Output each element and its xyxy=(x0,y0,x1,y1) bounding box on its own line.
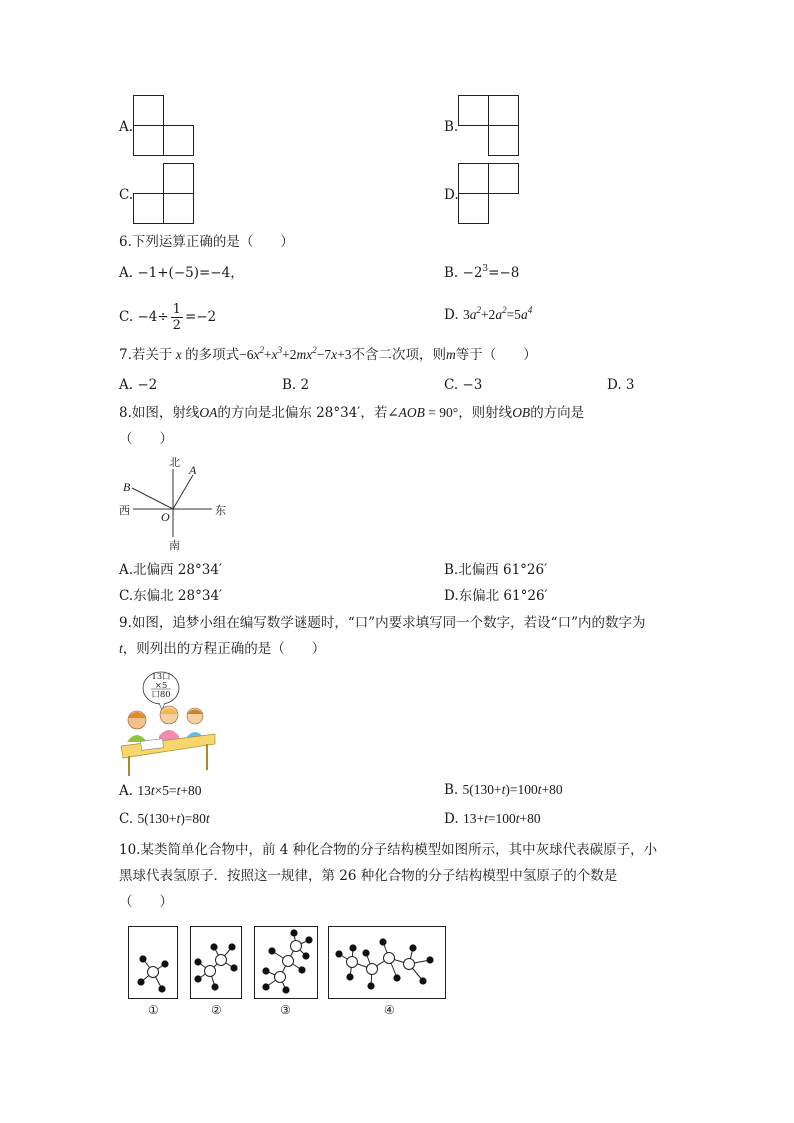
q10-line1: 10.某类简单化合物中，前 4 种化合物的分子结构模型如图所示，其中灰球代表碳原子，小 xyxy=(119,842,658,858)
q6-a-label: A. xyxy=(119,265,134,281)
q9-bubble-line2: ×5 xyxy=(154,681,168,691)
q9-c-label: C. xyxy=(119,811,134,827)
q8-stem-a: 8.如图，射线 xyxy=(119,405,200,421)
q10-paren: （ ） xyxy=(119,894,173,910)
q10-molecule-3 xyxy=(254,926,318,999)
q7-mid: 的多项式 xyxy=(185,347,240,363)
q8-ray-ob: OB xyxy=(512,405,531,420)
q5-option-a-label: A. xyxy=(119,119,134,135)
q6-d-expr: $3a^2+2a^2=5a^4$ xyxy=(462,305,533,322)
q8-label-west: 西 xyxy=(119,504,130,517)
q9-bubble-line3: 口80 xyxy=(151,690,171,700)
q8-stem xyxy=(119,404,584,422)
q7-option-a: A. −2 xyxy=(119,377,158,393)
q9-line1: 9.如图，追梦小组在编写数学谜题时，“口”内要求填写同一个数字，若设“口”内的数字为 xyxy=(119,615,646,631)
q5-option-b-label: B. xyxy=(444,119,459,135)
q8-label-south: 南 xyxy=(169,539,180,552)
q8-stem-c: ，则射线 xyxy=(458,405,513,421)
q8-option-a: A.北偏西 28°34′ xyxy=(119,562,223,578)
q5-figure-b xyxy=(458,95,522,157)
q7-var-x: x xyxy=(172,347,186,362)
q7-prefix: 7.若关于 xyxy=(119,347,173,363)
q10-caption-1: ① xyxy=(148,1003,159,1017)
q5-figure-a xyxy=(133,95,197,157)
q9-bubble-text xyxy=(146,673,176,700)
q7-option-d: D. 3 xyxy=(607,377,635,393)
q6-option-c xyxy=(119,300,216,334)
q8-ray-oa: OA xyxy=(199,405,218,420)
q7-option-b: B. 2 xyxy=(282,377,310,393)
q9-a-label: A. xyxy=(119,783,134,799)
q7-option-c: C. −3 xyxy=(444,377,483,393)
q9-b-label: B. xyxy=(444,782,459,798)
q8-label-o: O xyxy=(161,510,170,524)
q10-molecule-4 xyxy=(328,926,446,999)
q5-figure-d xyxy=(458,163,522,225)
q6-b-label: B. xyxy=(444,265,459,281)
q6-b-expr: $-2^3=-8$ xyxy=(462,264,520,281)
q8-label-east: 东 xyxy=(215,504,226,517)
q8-option-d: D.东偏北 61°26′ xyxy=(444,588,548,604)
q8-label-north: 北 xyxy=(169,456,180,469)
q7-suffix: 不含二次项，则 xyxy=(351,347,447,363)
q6-c-label: C. xyxy=(119,309,134,325)
q7-stem xyxy=(119,346,537,364)
q10-molecule-1 xyxy=(128,926,178,999)
q9-var-t: t xyxy=(119,641,123,656)
q10-caption-3: ③ xyxy=(280,1003,291,1017)
q9-option-d xyxy=(444,810,541,828)
q5-option-c-label: C. xyxy=(119,187,134,203)
q5-figure-c xyxy=(133,163,197,225)
q10-line2: 黑球代表氢原子．按照这一规律，第 26 种化合物的分子结构模型中氢原子的个数是 xyxy=(119,868,618,884)
q8-stem-d: 的方向是 xyxy=(530,405,585,421)
q9-option-a xyxy=(119,782,201,800)
q8-stem-b: 的方向是北偏东 28°34′，若 xyxy=(217,405,388,421)
q6-option-d xyxy=(444,306,532,324)
q9-option-b xyxy=(444,781,563,799)
q6-a-expr: −1+(−5)=−4， xyxy=(137,265,244,281)
q9-line2 xyxy=(119,640,325,658)
q10-caption-4: ④ xyxy=(384,1003,395,1017)
q6-option-b xyxy=(444,264,519,282)
q6-option-a xyxy=(119,264,244,282)
q8-option-b: B.北偏西 61°26′ xyxy=(444,562,548,578)
q8-angle: ∠AOB = 90° xyxy=(387,405,459,420)
q9-c-expr: 5(130+t)=80t xyxy=(137,811,210,826)
q7-polynomial: $-6x^2+x^3+2mx^2-7x+3$ xyxy=(239,345,352,362)
q5-option-d-label: D. xyxy=(444,187,459,203)
q9-option-c xyxy=(119,810,210,828)
q10-caption-2: ② xyxy=(211,1003,222,1017)
q6-d-label: D. xyxy=(444,307,459,323)
q9-b-expr: 5(130+t)=100t+80 xyxy=(462,782,563,797)
q6-stem: 6.下列运算正确的是（ ） xyxy=(119,234,294,250)
q9-line2-text: ，则列出的方程正确的是（ ） xyxy=(122,641,326,657)
q8-label-b: B xyxy=(123,480,131,494)
q7-end: 等于（ ） xyxy=(455,347,537,363)
q8-option-c: C.东偏北 28°34′ xyxy=(119,588,223,604)
q9-bubble-line1: 13口 xyxy=(151,672,171,682)
q8-label-a: A xyxy=(189,463,197,477)
q9-d-expr: 13+t=100t+80 xyxy=(462,811,541,826)
q6-c-expr: −4÷ $\frac{1}{2}$ =−2 xyxy=(137,302,217,333)
q8-stem-paren: （ ） xyxy=(119,431,173,447)
q9-a-expr: 13t×5=t+80 xyxy=(137,783,202,798)
q7-var-m: m xyxy=(446,347,456,362)
q9-d-label: D. xyxy=(444,811,459,827)
q10-molecule-2 xyxy=(190,926,242,999)
